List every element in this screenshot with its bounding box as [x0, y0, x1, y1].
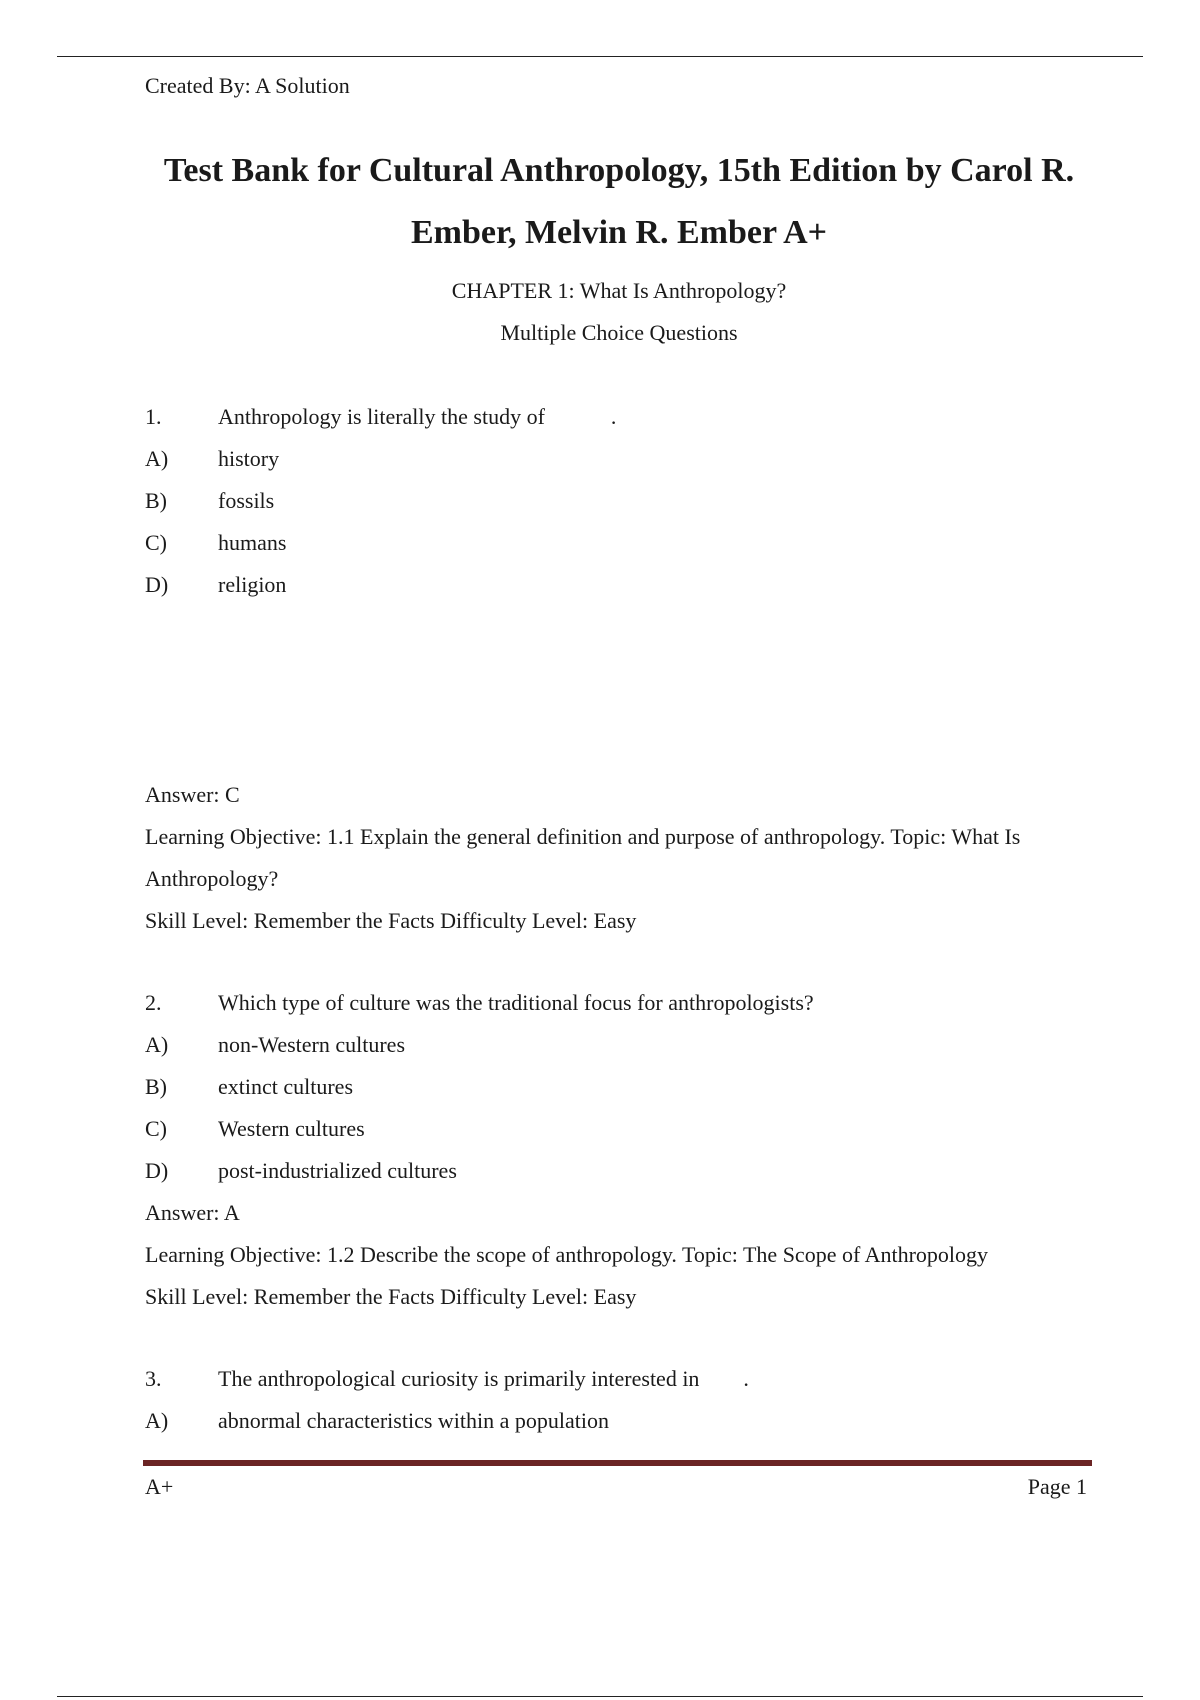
option-text: post-industrialized cultures	[218, 1158, 457, 1183]
learning-objective: Learning Objective: 1.1 Explain the general definition and purpose of anthropology. Topic: What Is Anthropology?	[145, 824, 1021, 891]
question-2	[145, 982, 1093, 1318]
section-heading: Multiple Choice Questions	[500, 320, 738, 345]
option-text: religion	[218, 572, 287, 597]
answer: Answer: A	[145, 1200, 240, 1225]
footer-label: A+	[145, 1474, 174, 1499]
question-1	[145, 396, 1093, 942]
option-letter: C)	[145, 530, 167, 555]
option	[145, 1400, 1093, 1442]
question-number: 3.	[145, 1366, 162, 1391]
question-stem	[145, 982, 1093, 1024]
skill-level: Skill Level: Remember the Facts Difficulty Level: Easy	[145, 1284, 637, 1309]
option	[145, 480, 1093, 522]
question-text: Which type of culture was the traditional focus for anthropologists?	[218, 990, 814, 1015]
option-letter: B)	[145, 488, 167, 513]
document-title: Test Bank for Cultural Anthropology, 15th Edition by Carol R. Ember, Melvin R. Ember A+	[163, 152, 1075, 251]
option-letter: D)	[145, 572, 169, 597]
question-number: 2.	[145, 990, 162, 1015]
question-3	[145, 1358, 1093, 1442]
learning-objective: Learning Objective: 1.2 Describe the scope of anthropology. Topic: The Scope of Anthropology	[145, 1242, 989, 1267]
option-text: extinct cultures	[218, 1074, 354, 1099]
footer-rule	[143, 1460, 1092, 1466]
document-page	[145, 68, 1093, 1442]
option-letter: B)	[145, 1074, 167, 1099]
answer: Answer: C	[145, 782, 240, 807]
skill-level: Skill Level: Remember the Facts Difficulty Level: Easy	[145, 908, 637, 933]
page-number: Page 1	[1027, 1474, 1087, 1499]
option	[145, 564, 1093, 606]
option-text: fossils	[218, 488, 275, 513]
option-letter: A)	[145, 446, 169, 471]
question-text: Anthropology is literally the study of .	[218, 404, 617, 429]
top-rule	[57, 56, 1143, 57]
option-text: non-Western cultures	[218, 1032, 405, 1057]
question-text: The anthropological curiosity is primarily interested in .	[218, 1366, 749, 1391]
option-letter: A)	[145, 1408, 169, 1433]
option-text: history	[218, 446, 280, 471]
question-stem	[145, 1358, 1093, 1400]
option	[145, 522, 1093, 564]
question-stem	[145, 396, 1093, 438]
option	[145, 1024, 1093, 1066]
option-letter: A)	[145, 1032, 169, 1057]
option	[145, 1066, 1093, 1108]
option	[145, 1150, 1093, 1192]
bottom-rule	[57, 1696, 1143, 1697]
option-letter: D)	[145, 1158, 169, 1183]
option-text: humans	[218, 530, 287, 555]
chapter-heading: CHAPTER 1: What Is Anthropology?	[451, 278, 787, 303]
option-letter: C)	[145, 1116, 167, 1141]
option	[145, 1108, 1093, 1150]
question-number: 1.	[145, 404, 162, 429]
option	[145, 438, 1093, 480]
option-text: abnormal characteristics within a population	[218, 1408, 609, 1433]
option-text: Western cultures	[218, 1116, 365, 1141]
created-by: Created By: A Solution	[145, 73, 350, 98]
